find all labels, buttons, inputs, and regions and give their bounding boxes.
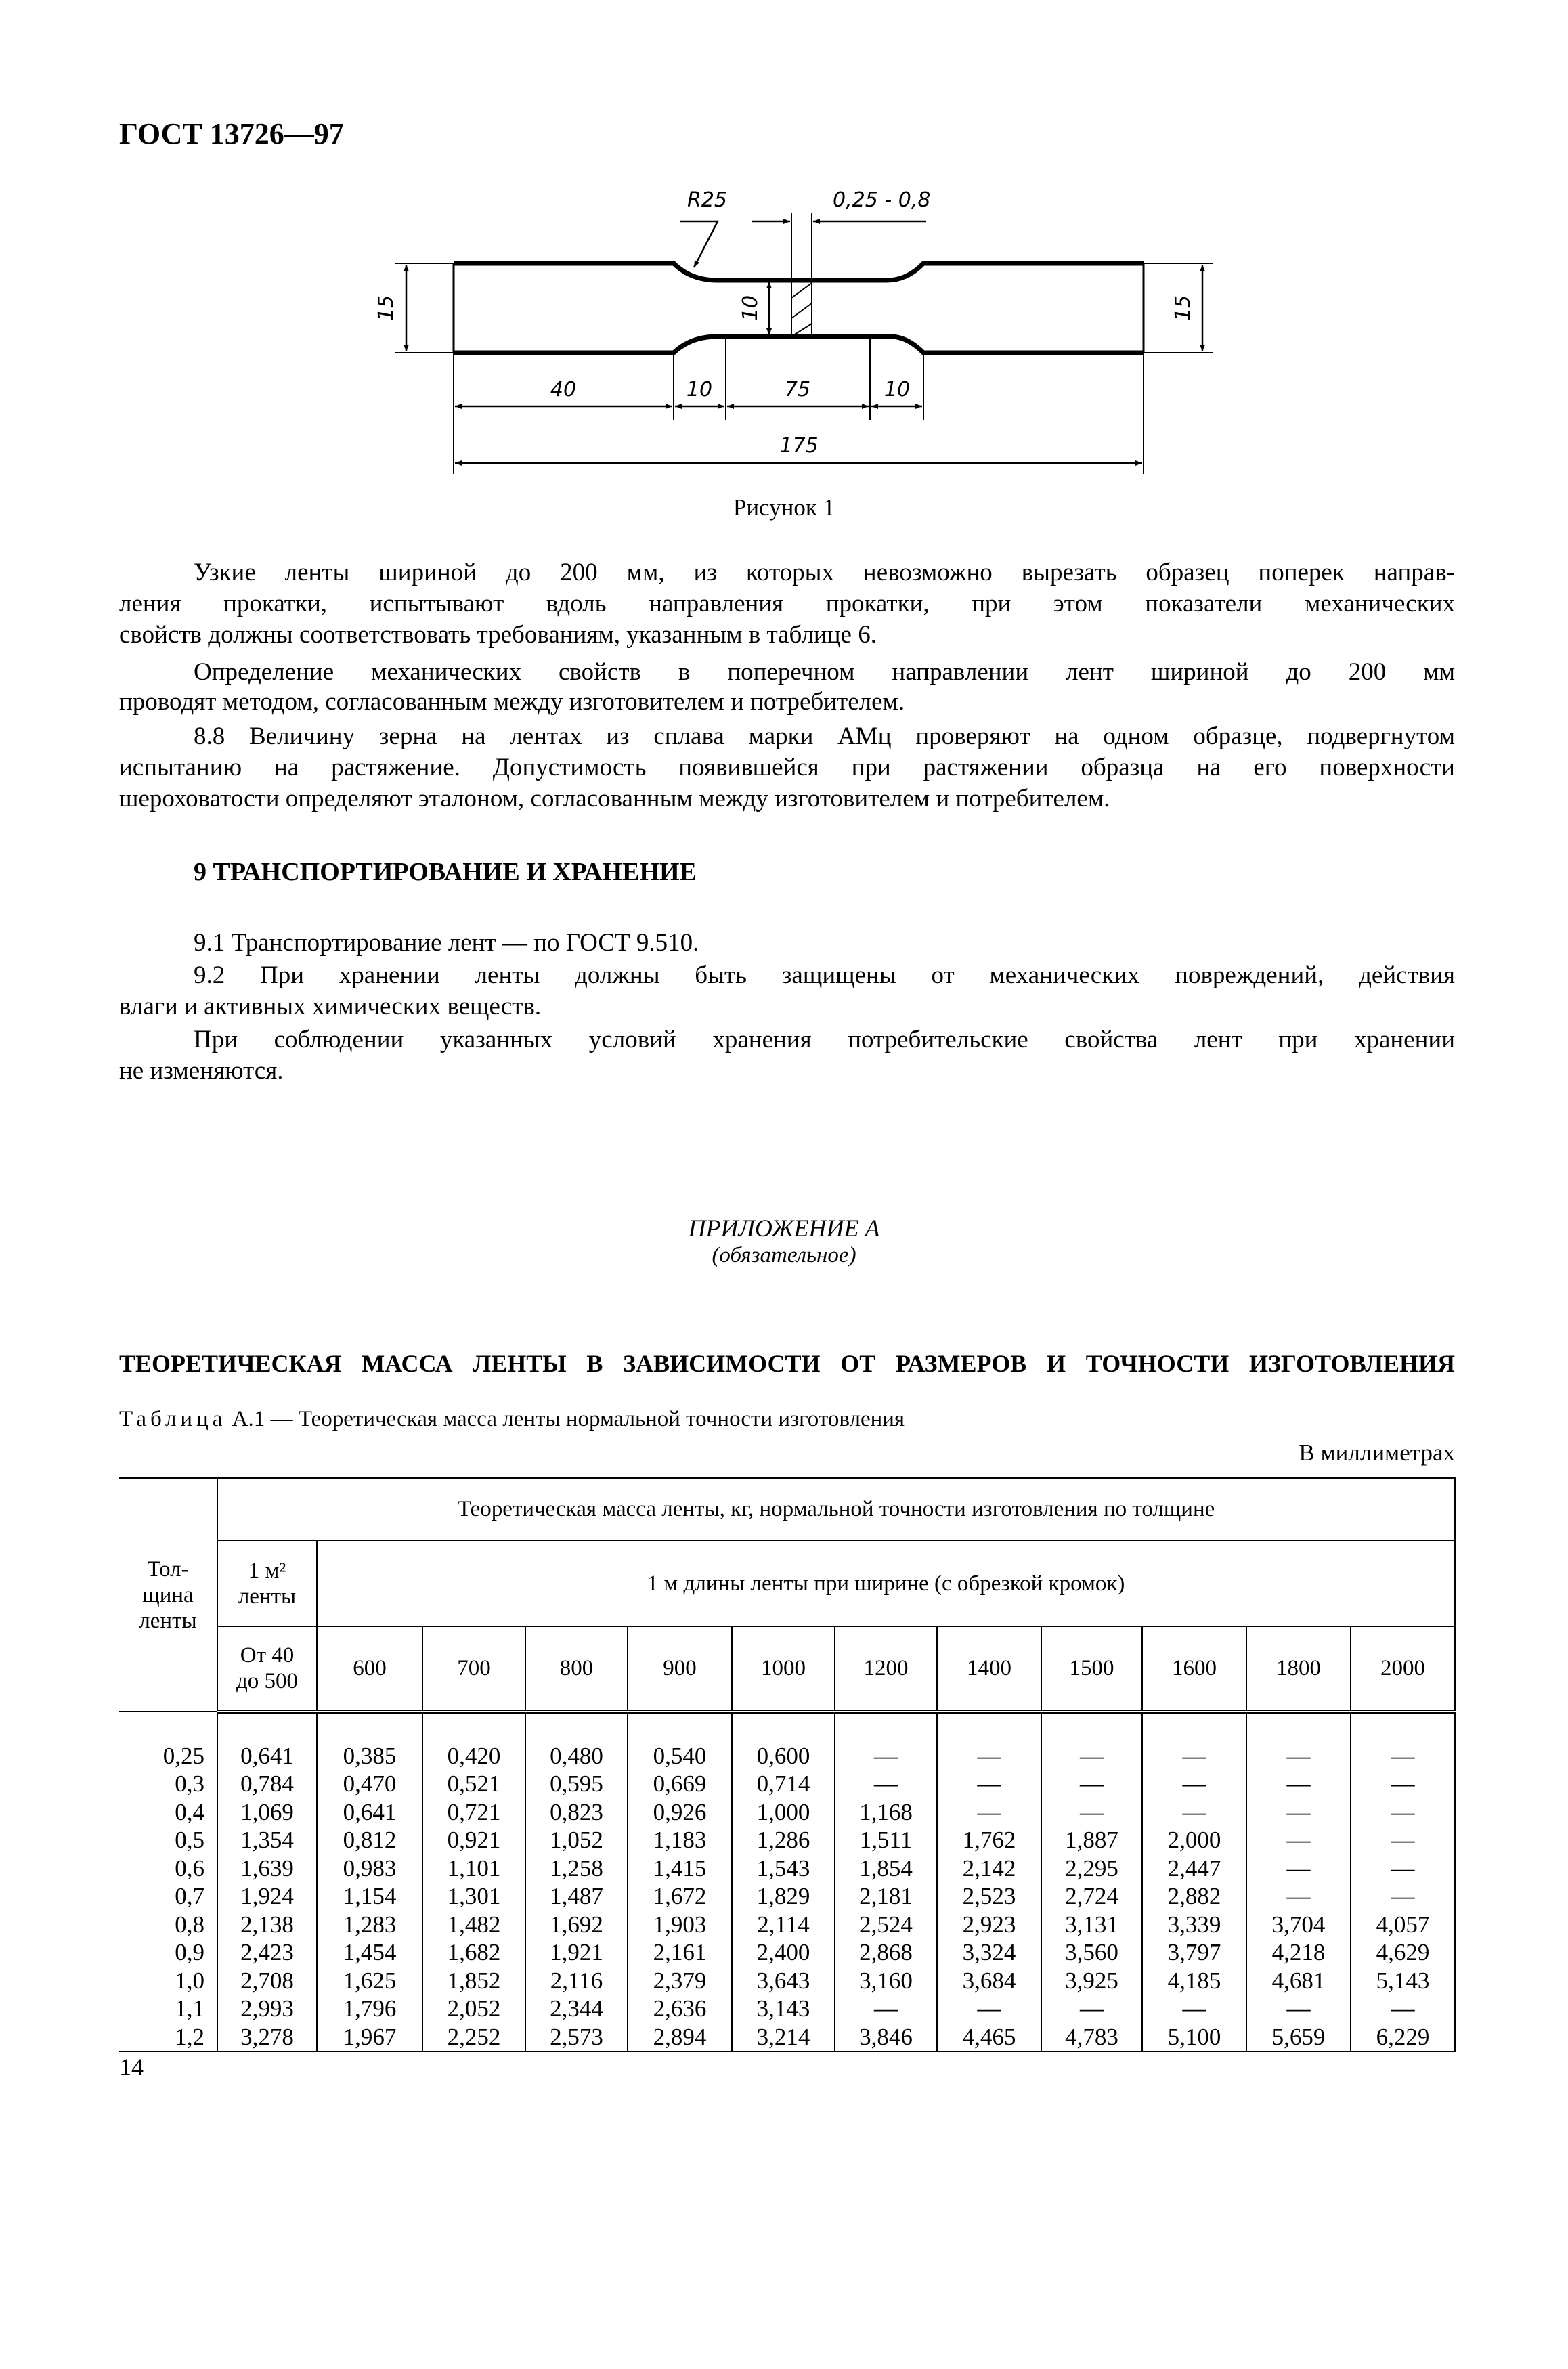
figure-caption: Рисунок 1 xyxy=(733,494,835,521)
thickness-cell: 0,3 xyxy=(175,1770,204,1797)
mass-cell: — xyxy=(937,1995,1041,2023)
mass-cell: — xyxy=(1041,1798,1142,1827)
mass-cell: 2,882 xyxy=(1142,1882,1246,1911)
table-row xyxy=(119,1770,1455,1798)
thickness-cell: 1,1 xyxy=(175,1995,204,2022)
dimension-lines xyxy=(406,221,1202,463)
mass-cell: 4,218 xyxy=(1246,1938,1351,1967)
width-header: 1800 xyxy=(1246,1626,1351,1712)
width-header: 1600 xyxy=(1142,1626,1246,1712)
mass-cell: 0,714 xyxy=(732,1770,835,1798)
mass-cell: 2,447 xyxy=(1142,1854,1246,1883)
mass-cell: 3,704 xyxy=(1246,1911,1351,1939)
mass-cell: 3,160 xyxy=(835,1967,937,1995)
mass-cell: 2,573 xyxy=(525,2023,628,2052)
mass-cell: 2,708 xyxy=(217,1967,317,1995)
width-right-label: 15 xyxy=(1171,295,1195,322)
mass-cell: 1,796 xyxy=(317,1995,422,2023)
specimen-drawing xyxy=(0,0,1568,542)
length-header: 1 м длины ленты при ширине (с обрезкой кромок) xyxy=(317,1540,1455,1626)
paragraph-line: не изменяются. xyxy=(119,1057,284,1085)
thickness-header: Тол-щина ленты xyxy=(119,1478,217,1712)
mass-cell: 1,154 xyxy=(317,1882,422,1911)
mass-cell: — xyxy=(1351,1854,1455,1883)
thickness-cell: 1,0 xyxy=(175,1967,204,1994)
dim-label-175: 175 xyxy=(779,434,819,458)
mass-cell: 1,639 xyxy=(217,1854,317,1883)
mass-cell: — xyxy=(937,1770,1041,1798)
width-header: 1000 xyxy=(732,1626,835,1712)
paragraph-line: 9.1 Транспортирование лент — по ГОСТ 9.510. xyxy=(194,929,699,957)
mass-cell: — xyxy=(1246,1770,1351,1798)
thickness-cell: 0,7 xyxy=(175,1883,204,1909)
group-header: Теоретическая масса ленты, кг, нормальной точности изготовления по толщине xyxy=(217,1478,1455,1540)
mass-cell: — xyxy=(835,1742,937,1770)
mass-cell: 1,921 xyxy=(525,1938,628,1967)
dim-label-10-left: 10 xyxy=(686,378,713,401)
mass-cell: 1,762 xyxy=(937,1826,1041,1854)
width-header: 1500 xyxy=(1041,1626,1142,1712)
mass-cell: 1,852 xyxy=(422,1967,525,1995)
mass-cell: 3,278 xyxy=(217,2023,317,2052)
table-word: Таблица xyxy=(119,1407,227,1431)
mass-cell: 1,415 xyxy=(628,1854,732,1883)
mass-cell: — xyxy=(835,1770,937,1798)
mass-cell: 2,052 xyxy=(422,1995,525,2023)
mass-cell: 1,069 xyxy=(217,1798,317,1827)
mass-cell: 0,669 xyxy=(628,1770,732,1798)
mass-cell: 1,454 xyxy=(317,1938,422,1967)
mass-cell: — xyxy=(1351,1826,1455,1854)
mass-cell: 4,681 xyxy=(1246,1967,1351,1995)
mass-cell: 1,258 xyxy=(525,1854,628,1883)
mass-cell: 2,161 xyxy=(628,1938,732,1967)
mass-cell: 1,482 xyxy=(422,1911,525,1939)
sqm-header: 1 м² ленты xyxy=(217,1540,317,1626)
mass-cell: 1,487 xyxy=(525,1882,628,1911)
mass-cell: 0,812 xyxy=(317,1826,422,1854)
mass-cell: 2,894 xyxy=(628,2023,732,2052)
mass-cell: 0,470 xyxy=(317,1770,422,1798)
mass-cell: 0,721 xyxy=(422,1798,525,1827)
mass-cell: 1,000 xyxy=(732,1798,835,1827)
paragraph-line: Узкие ленты шириной до 200 мм, из которых невозможно вырезать образец поперек направ- xyxy=(194,559,1455,586)
table-caption xyxy=(119,1407,905,1432)
thickness-cell: 0,25 xyxy=(162,1742,204,1769)
paragraph-line: проводят методом, согласованным между изготовителем и потребителем. xyxy=(119,688,905,716)
mass-cell: — xyxy=(937,1798,1041,1827)
table-row xyxy=(119,1911,1455,1939)
mass-cell: 2,868 xyxy=(835,1938,937,1967)
mass-cell: 2,523 xyxy=(937,1882,1041,1911)
mass-cell: 0,480 xyxy=(525,1742,628,1770)
dim-label-40: 40 xyxy=(550,378,577,401)
table-row xyxy=(119,1826,1455,1854)
mass-cell: 0,983 xyxy=(317,1854,422,1883)
paragraph-line: шероховатости определяют эталоном, согласованным между изготовителем и потребителем. xyxy=(119,785,1110,812)
mass-cell: 3,643 xyxy=(732,1967,835,1995)
mass-cell: — xyxy=(1142,1742,1246,1770)
thickness-cell: 1,2 xyxy=(119,2023,217,2052)
mass-cell: 1,924 xyxy=(217,1882,317,1911)
mass-cell: 4,057 xyxy=(1351,1911,1455,1939)
width-header: 2000 xyxy=(1351,1626,1455,1712)
mass-cell: 1,354 xyxy=(217,1826,317,1854)
section-heading: 9 ТРАНСПОРТИРОВАНИЕ И ХРАНЕНИЕ xyxy=(194,858,697,886)
mass-cell: — xyxy=(1351,1995,1455,2023)
mass-cell: 4,629 xyxy=(1351,1938,1455,1967)
table-caption-text: А.1 — Теоретическая масса ленты нормальной точности изготовления xyxy=(232,1407,905,1431)
mass-cell: 2,923 xyxy=(937,1911,1041,1939)
narrow-width-label: 10 xyxy=(739,295,762,322)
mass-cell: 3,143 xyxy=(732,1995,835,2023)
dim-label-10-right: 10 xyxy=(884,378,911,401)
paragraph-line: При соблюдении указанных условий хранения потребительские свойства лент при хранении xyxy=(194,1026,1455,1053)
width-header: 700 xyxy=(422,1626,525,1712)
mass-cell: 0,641 xyxy=(317,1798,422,1827)
mass-cell: 0,784 xyxy=(217,1770,317,1798)
paragraph-line: испытанию на растяжение. Допустимость появившейся при растяжении образца на его поверхности xyxy=(119,754,1455,781)
mass-cell: 1,286 xyxy=(732,1826,835,1854)
mass-cell: 0,521 xyxy=(422,1770,525,1798)
mass-cell: 4,185 xyxy=(1142,1967,1246,1995)
paragraph-line: влаги и активных химических веществ. xyxy=(119,993,542,1020)
mass-cell: 3,339 xyxy=(1142,1911,1246,1939)
mass-cell: — xyxy=(1246,1882,1351,1911)
mass-cell: 2,181 xyxy=(835,1882,937,1911)
mass-cell: 2,000 xyxy=(1142,1826,1246,1854)
mass-cell: 0,540 xyxy=(628,1742,732,1770)
mass-cell: 3,925 xyxy=(1041,1967,1142,1995)
mass-cell: — xyxy=(1142,1770,1246,1798)
mass-cell: 5,143 xyxy=(1351,1967,1455,1995)
paragraph-line: ления прокатки, испытывают вдоль направления прокатки, при этом показатели механических xyxy=(119,590,1455,617)
mass-cell: 4,783 xyxy=(1041,2023,1142,2052)
width-header: 600 xyxy=(317,1626,422,1712)
mass-cell: — xyxy=(1246,1798,1351,1827)
width-header: 800 xyxy=(525,1626,628,1712)
mass-cell: 2,114 xyxy=(732,1911,835,1939)
page-number: 14 xyxy=(119,2053,144,2081)
dim-label-75: 75 xyxy=(784,378,811,401)
table-row xyxy=(119,1995,1455,2023)
mass-cell: — xyxy=(1351,1882,1455,1911)
mass-cell: 3,131 xyxy=(1041,1911,1142,1939)
mass-cell: 2,252 xyxy=(422,2023,525,2052)
mass-cell: 0,823 xyxy=(525,1798,628,1827)
mass-cell: 1,682 xyxy=(422,1938,525,1967)
mass-cell: 1,168 xyxy=(835,1798,937,1827)
mass-cell: 0,385 xyxy=(317,1742,422,1770)
mass-cell: 2,344 xyxy=(525,1995,628,2023)
mass-cell: — xyxy=(1041,1742,1142,1770)
mass-cell: 1,625 xyxy=(317,1967,422,1995)
mass-cell: — xyxy=(1246,1826,1351,1854)
mass-cell: 0,921 xyxy=(422,1826,525,1854)
mass-table xyxy=(119,1477,1456,2052)
mass-cell: 1,692 xyxy=(525,1911,628,1939)
table-row xyxy=(119,1854,1455,1883)
mass-cell: 1,511 xyxy=(835,1826,937,1854)
mass-cell: 1,183 xyxy=(628,1826,732,1854)
table-row xyxy=(119,1882,1455,1911)
mass-cell: — xyxy=(1246,1742,1351,1770)
mass-cell: 0,600 xyxy=(732,1742,835,1770)
mass-cell: 2,423 xyxy=(217,1938,317,1967)
mass-cell: 1,854 xyxy=(835,1854,937,1883)
mass-cell: 2,116 xyxy=(525,1967,628,1995)
mass-cell: — xyxy=(1246,1995,1351,2023)
mass-cell: 1,967 xyxy=(317,2023,422,2052)
mass-cell: 5,659 xyxy=(1246,2023,1351,2052)
appendix-status: (обязательное) xyxy=(712,1243,856,1267)
width-header: 900 xyxy=(628,1626,732,1712)
mass-cell: — xyxy=(1041,1995,1142,2023)
mass-cell: 1,283 xyxy=(317,1911,422,1939)
mass-cell: 1,672 xyxy=(628,1882,732,1911)
mass-cell: 0,926 xyxy=(628,1798,732,1827)
mass-cell: 2,379 xyxy=(628,1967,732,1995)
width-header: 1400 xyxy=(937,1626,1041,1712)
sqm-range-header: От 40 до 500 xyxy=(217,1626,317,1712)
mass-cell: 2,138 xyxy=(217,1911,317,1939)
mass-cell: — xyxy=(1041,1770,1142,1798)
mass-cell: — xyxy=(1351,1798,1455,1827)
mass-cell: 1,887 xyxy=(1041,1826,1142,1854)
thickness-cell: 0,9 xyxy=(175,1939,204,1965)
mass-cell: 0,641 xyxy=(217,1742,317,1770)
mass-cell: 2,295 xyxy=(1041,1854,1142,1883)
appendix-title: ТЕОРЕТИЧЕСКАЯ МАССА ЛЕНТЫ В ЗАВИСИМОСТИ ОТ РАЗМЕРОВ И ТОЧНОСТИ ИЗГОТОВЛЕНИЯ xyxy=(119,1350,1455,1377)
thickness-cell: 0,5 xyxy=(175,1827,204,1853)
mass-cell: 1,829 xyxy=(732,1882,835,1911)
mass-cell: — xyxy=(1142,1995,1246,2023)
width-header: 1200 xyxy=(835,1626,937,1712)
thickness-label: 0,25 - 0,8 xyxy=(833,188,931,212)
document-header: ГОСТ 13726—97 xyxy=(119,117,344,150)
mass-cell: 3,214 xyxy=(732,2023,835,2052)
appendix-label: ПРИЛОЖЕНИЕ А xyxy=(688,1215,880,1242)
mass-cell: 5,100 xyxy=(1142,2023,1246,2052)
mass-cell: 1,101 xyxy=(422,1854,525,1883)
paragraph-line: свойств должны соответствовать требованиям, указанным в таблице 6. xyxy=(119,621,877,649)
units-note: В миллиметрах xyxy=(1299,1439,1455,1466)
mass-cell: 1,543 xyxy=(732,1854,835,1883)
mass-cell: 2,636 xyxy=(628,1995,732,2023)
mass-cell: 4,465 xyxy=(937,2023,1041,2052)
mass-cell: 1,301 xyxy=(422,1882,525,1911)
mass-cell: — xyxy=(1351,1742,1455,1770)
table-row xyxy=(119,1798,1455,1827)
mass-cell: 2,524 xyxy=(835,1911,937,1939)
mass-cell: 0,595 xyxy=(525,1770,628,1798)
mass-cell: — xyxy=(937,1742,1041,1770)
mass-cell: 2,400 xyxy=(732,1938,835,1967)
table-row xyxy=(119,1938,1455,1967)
thickness-cell: 0,8 xyxy=(175,1911,204,1938)
mass-cell: — xyxy=(1246,1854,1351,1883)
mass-cell: — xyxy=(1351,1770,1455,1798)
table-row xyxy=(119,1967,1455,1995)
radius-label: R25 xyxy=(687,188,728,212)
mass-cell: 6,229 xyxy=(1351,2023,1455,2052)
mass-cell: 3,797 xyxy=(1142,1938,1246,1967)
table-row xyxy=(119,1742,1455,1770)
paragraph-line: Определение механических свойств в поперечном направлении лент шириной до 200 мм xyxy=(194,658,1455,686)
mass-cell: — xyxy=(835,1995,937,2023)
thickness-cell: 0,6 xyxy=(175,1854,204,1882)
mass-cell: 3,684 xyxy=(937,1967,1041,1995)
mass-cell: 3,560 xyxy=(1041,1938,1142,1967)
mass-cell: 3,324 xyxy=(937,1938,1041,1967)
mass-cell: 2,993 xyxy=(217,1995,317,2023)
mass-cell: 3,846 xyxy=(835,2023,937,2052)
width-left-label: 15 xyxy=(374,295,398,322)
mass-cell: 0,420 xyxy=(422,1742,525,1770)
thickness-cell: 0,4 xyxy=(175,1798,204,1825)
mass-cell: — xyxy=(1142,1798,1246,1827)
paragraph-line: 8.8 Величину зерна на лентах из сплава марки АМц проверяют на одном образце, подвергнутом xyxy=(194,722,1455,750)
mass-cell: 2,724 xyxy=(1041,1882,1142,1911)
mass-cell: 1,052 xyxy=(525,1826,628,1854)
mass-cell: 2,142 xyxy=(937,1854,1041,1883)
paragraph-line: 9.2 При хранении ленты должны быть защищены от механических повреждений, действия xyxy=(194,961,1455,989)
mass-cell: 1,903 xyxy=(628,1911,732,1939)
table-row xyxy=(119,2023,1455,2052)
